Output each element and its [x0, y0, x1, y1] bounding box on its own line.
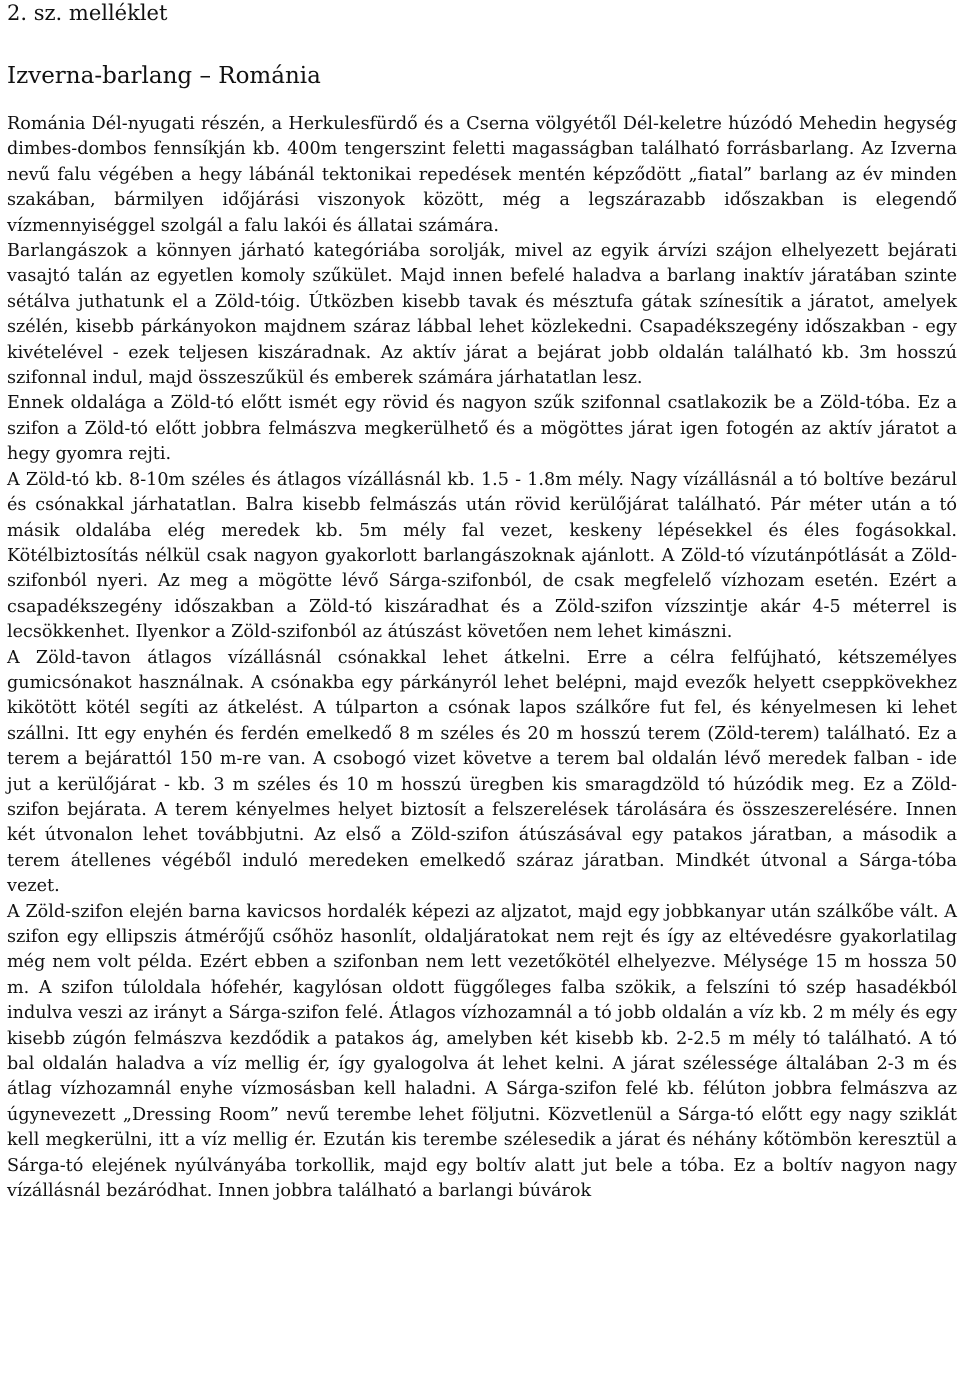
paragraph: A Zöld-szifon elején barna kavicsos hordalék képezi az aljzatot, majd egy jobbkanyar után szálkőbe vált. A szifon egy ellipszis átmérőjű csőhöz hasonlít, oldaljáratokat nem rejt és így az eltévedésre gyakorlatilag még nem volt példa. Ezért ebben a szifonban nem lett vezetőkötél elhelyezve. Mélysége 15 m hossza 50 m. A szifon túloldala hófehér, kagylósan oldott függőleges falba szökik, a felszíni tó szép hasadékból indulva veszi az irányt a Sárga-szifon felé. Átlagos vízhozamnál a tó jobb oldalán a víz kb. 2 m mély és egy kisebb zúgón felmászva kezdődik a patakos ág, amelyben két kisebb kb. 2-2.5 m mély tó található. A tó bal oldalán haladva a víz mellig ér, így gyalogolva át lehet kelni. A járat szélessége általában 2-3 m és átlag vízhozamnál enyhe vízmosásban kell haladni. A Sárga-szifon felé kb. félúton jobbra felmászva az úgynevezett „Dressing Room” nevű terembe lehet följutni. Közvetlenül a Sárga-tó előtt egy nagy sziklát kell megkerülni, itt a víz mellig ér. Ezután kis terembe szélesedik a járat és néhány kőtömbön keresztül a Sárga-tó elejének nyúlványába torkollik, majd egy boltív alatt jut bele a tóba. Ez a boltív nagyon nagy vízállásnál bezáródhat. Innen jobbra található a barlangi búvárok — [7, 901, 957, 1202]
document-title: Izverna-barlang – Románia — [7, 63, 321, 89]
paragraph: Barlangászok a könnyen járható kategóriába sorolják, mivel az egyik árvízi szájon elhelyezett bejárati vasajtó talán az egyetlen komoly szűkület. Majd innen befelé haladva a barlang inaktív járatában szinte sétálva juthatunk el a Zöld-tóig. Útközben kisebb tavak és mésztufa gátak színesítik a járatot, amelyek szélén, kisebb párkányokon majdnem száraz lábbal lehet közlekedni. Csapadékszegény időszakban - egy kivételével - ezek teljesen kiszáradnak. Az aktív járat a bejárat jobb oldalán található kb. 3m hosszú szifonnal indul, majd összeszűkül és emberek számára járhatatlan lesz. — [7, 241, 957, 389]
paragraph: Románia Dél-nyugati részén, a Herkulesfürdő és a Cserna völgyétől Dél-keletre húzódó Mehedin hegység dimbes-dombos fennsíkján kb. 400m tengerszint feletti magasságban található forrásbarlang. Az Izverna nevű falu végében a hegy lábánál tektonikai repedések mentén képződött „fiatal” barlang az év minden szakában, bármilyen időjárási viszonyok között, még a legszárazabb időszakban is elegendő vízmennyiséggel szolgál a falu lakói és állatai számára. — [7, 114, 957, 236]
paragraph: A Zöld-tavon átlagos vízállásnál csónakkal lehet átkelni. Erre a célra felfújható, kétszemélyes gumicsónakot használnak. A csónakba egy párkányról lehet belépni, majd evezők helyett cseppkövekhez kikötött kötél segíti az átkelést. A túlparton a csónak lapos szálkőre fut fel, és kényelmesen ki lehet szállni. Itt egy enyhén és ferdén emelkedő 8 m széles és 20 m hosszú terem (Zöld-terem) található. Ez a terem a bejárattól 150 m-re van. A csobogó vizet követve a terem bal oldalán lévő meredek falban - ide jut a kerülőjárat - kb. 3 m széles és 10 m hosszú üregben kis smaragdzöld tó húzódik meg. Ez a Zöld-szifon bejárata. A terem kényelmes helyet biztosít a felszerelések tárolására és összeszerelésére. Innen két útvonalon lehet továbbjutni. Az első a Zöld-szifon átúszásával egy patakos járatban, a második a terem átellenes végéből induló meredeken emelkedő száraz járatban. Mindkét útvonal a Sárga-tóba vezet. — [7, 647, 957, 897]
document-body — [7, 112, 957, 1204]
paragraph: Ennek oldalága a Zöld-tó előtt ismét egy rövid és nagyon szűk szifonnal csatlakozik be a Zöld-tóba. Ez a szifon a Zöld-tó előtt jobbra felmászva megkerülhető és a mögöttes járat igen fotogén az aktív járatot a hegy gyomra rejti. — [7, 393, 957, 465]
document-page — [7, 0, 957, 1204]
appendix-label: 2. sz. melléklet — [7, 1, 168, 25]
paragraph: A Zöld-tó kb. 8-10m széles és átlagos vízállásnál kb. 1.5 - 1.8m mély. Nagy vízállásnál a tó boltíve bezárul és csónakkal járhatatlan. Balra kisebb felmászás után rövid kerülőjárat található. Pár méter után a tó másik oldalába elég meredek kb. 5m mély fal vezet, keskeny lépésekkel és éles fogásokkal. Kötélbiztosítás nélkül csak nagyon gyakorlott barlangászoknak ajánlott. A Zöld-tó vízutánpótlását a Zöld-szifonból nyeri. Az meg a mögötte lévő Sárga-szifonból, de csak megfelelő vízhozam esetén. Ezért a csapadékszegény időszakban a Zöld-tó kiszáradhat és a Zöld-szifon vízszintje akár 4-5 méterrel is lecsökkenhet. Ilyenkor a Zöld-szifonból az átúszást követően nem lehet kimászni. — [7, 469, 957, 643]
